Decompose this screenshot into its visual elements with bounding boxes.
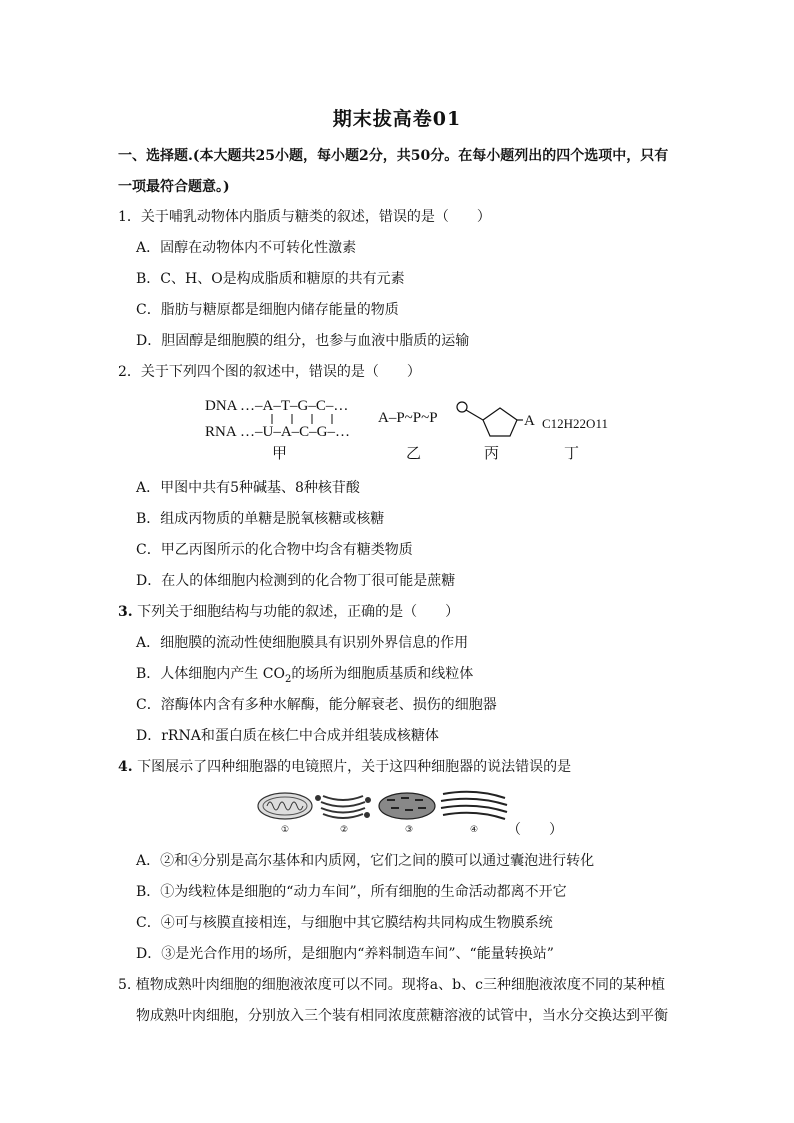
phosphate-circle xyxy=(457,402,467,412)
question-1-stem: 1．关于哺乳动物体内脂质与糖类的叙述，错误的是（ ） xyxy=(118,209,491,225)
organelle-micrographs xyxy=(255,788,515,840)
question-3-option-c: C．溶酶体内含有多种水解酶，能分解衰老、损伤的细胞器 xyxy=(136,697,497,713)
dna-label: DNA xyxy=(205,398,238,414)
mitochondrion-image xyxy=(258,793,312,819)
question-4-answer-blank: （ ） xyxy=(507,822,563,838)
question-4-option-d: D．③是光合作用的场所，是细胞内“养料制造车间”、“能量转换站” xyxy=(136,946,554,962)
section-heading-line-2: 一项最符合题意。) xyxy=(118,179,230,195)
nucleotide-diagram xyxy=(457,402,523,436)
question-2-figure xyxy=(200,390,620,469)
caption-yi: 乙 xyxy=(406,444,422,462)
question-3-number: 3. xyxy=(118,604,133,620)
question-2-stem: 2．关于下列四个图的叙述中，错误的是（ ） xyxy=(118,364,421,380)
label-2: ② xyxy=(340,825,349,835)
dna-sequence: …–A–T–G–C–… xyxy=(240,398,349,414)
question-4-stem xyxy=(118,757,571,777)
atp-structure: A–P~P~P xyxy=(378,410,438,426)
sucrose-formula: C12H22O11 xyxy=(542,416,608,431)
label-4: ④ xyxy=(470,825,479,835)
caption-bing: 丙 xyxy=(484,444,500,462)
question-4-option-c: C．④可与核膜直接相连，与细胞中其它膜结构共同构成生物膜系统 xyxy=(136,915,553,931)
question-1-option-a: A．固醇在动物体内不可转化性激素 xyxy=(136,240,357,256)
question-3-option-b: B．人体细胞内产生 $CO_2$的场所为细胞质基质和线粒体 xyxy=(136,666,474,685)
question-1-option-c: C．脂肪与糖原都是细胞内储存能量的物质 xyxy=(136,302,399,318)
question-3-stem xyxy=(118,602,459,622)
rna-label: RNA xyxy=(205,424,237,440)
question-2-option-a: A．甲图中共有5种碱基、8种核苷酸 xyxy=(136,480,360,496)
question-3-option-a: A．细胞膜的流动性使细胞膜具有识别外界信息的作用 xyxy=(136,635,469,651)
question-2-option-c: C．甲乙丙图所示的化合物中均含有糖类物质 xyxy=(136,542,413,558)
question-5-stem-line-1: 5. 植物成熟叶肉细胞的细胞液浓度可以不同。现将a、b、c三种细胞液浓度不同的某种植 xyxy=(118,977,665,993)
question-2-option-b: B．组成丙物质的单糖是脱氧核糖或核糖 xyxy=(136,511,385,527)
caption-jia: 甲 xyxy=(272,444,288,462)
question-4-option-a: A．②和④分别是高尔基体和内质网，它们之间的膜可以通过囊泡进行转化 xyxy=(136,853,595,869)
caption-ding: 丁 xyxy=(564,444,580,462)
question-4-number: 4. xyxy=(118,759,133,775)
chloroplast-image xyxy=(379,793,435,819)
section-heading-line-1: 一、选择题.(本大题共25小题，每小题2分，共50分。在每小题列出的四个选项中，只有 xyxy=(118,148,669,164)
label-1: ① xyxy=(281,825,290,835)
nucleotide-base: A xyxy=(524,413,535,429)
rna-sequence: …–U–A–C–G–… xyxy=(240,424,351,440)
question-4-option-b: B．①为线粒体是细胞的“动力车间”，所有细胞的生命活动都离不开它 xyxy=(136,884,567,900)
question-1-option-d: D．胆固醇是细胞膜的组分，也参与血液中脂质的运输 xyxy=(136,333,470,349)
question-2-option-d: D．在人的体细胞内检测到的化合物丁很可能是蔗糖 xyxy=(136,573,456,589)
golgi-image xyxy=(316,796,370,818)
er-image xyxy=(441,792,507,819)
question-3-option-d: D．rRNA和蛋白质在核仁中合成并组装成核糖体 xyxy=(136,728,439,744)
question-1-option-b: B．C、H、O是构成脂质和糖原的共有元素 xyxy=(136,271,405,287)
question-4-text: 下图展示了四种细胞器的电镜照片，关于这四种细胞器的说法错误的是 xyxy=(132,759,572,775)
question-5-stem-line-2: 物成熟叶肉细胞，分别放入三个装有相同浓度蔗糖溶液的试管中，当水分交换达到平衡 xyxy=(136,1008,668,1024)
pentose-ring xyxy=(483,408,517,436)
page-title: 期末拔高卷01 xyxy=(332,108,462,130)
question-3-text: 下列关于细胞结构与功能的叙述，正确的是（ ） xyxy=(132,604,460,620)
label-3: ③ xyxy=(405,825,414,835)
